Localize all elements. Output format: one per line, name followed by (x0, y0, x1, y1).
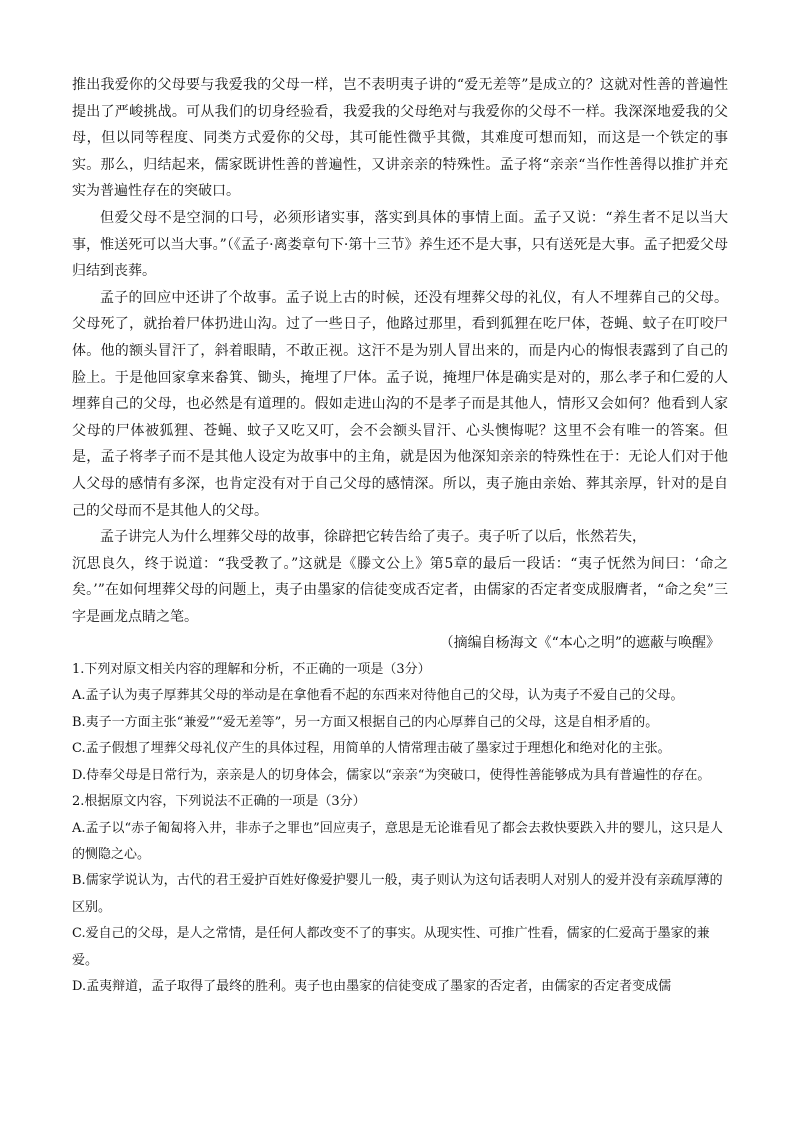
option-a: A.孟子认为夷子厚葬其父母的举动是在拿他看不起的东西来对待他自己的父母，认为夷子不爱自己的父母。 (72, 688, 684, 704)
question-stem: 2.根据原文内容，下列说法不正确的一项是（3分） (72, 794, 366, 810)
option-a: A.孟子以“赤子匍匐将入井，非赤子之罪也”回应夷子，意思是无论谁看见了都会去救快要跌入井的婴儿，这只是人的恻隐之心。 (72, 820, 723, 862)
article-body (72, 72, 728, 657)
question-stem: 1.下列对原文相关内容的理解和分析，不正确的一项是（3分） (72, 662, 431, 678)
option-d: D.孟夷辩道，孟子取得了最终的胜利。夷子也由墨家的信徒变成了墨家的否定者，由儒家的否定者变成儒 (72, 978, 672, 994)
option-c: C.孟子假想了埋葬父母礼仪产生的具体过程，用简单的人情常理击破了墨家过于理想化和绝对化的主张。 (72, 741, 671, 757)
article-paragraph-2: 但爱父母不是空洞的口号，必须形诸实事，落实到具体的事情上面。孟子又说：“养生者不足以当大事，惟送死可以当大事。”（《孟子·离娄章句下·第十三节》养生还不是大事，只有送死是大事。孟子把爱父母归结到丧葬。 (72, 209, 728, 280)
article-paragraph-3: 孟子的回应中还讲了个故事。孟子说上古的时候，还没有埋葬父母的礼仪，有人不埋葬自己的父母。父母死了，就抬着尸体扔进山沟。过了一些日子，他路过那里，看到狐狸在吃尸体，苍蝇、蚊子在叮咬尸体。他的额头冒汗了，斜着眼睛，不敢正视。这汗不是为别人冒出来的，而是内心的悔恨表露到了自己的脸上。于是他回家拿来畚箕、锄头，掩埋了尸体。孟子说，掩埋尸体是确实是对的，那么孝子和仁爱的人埋葬自己的父母，也必然是有道理的。假如走进山沟的不是孝子而是其他人，情形又会如何？他看到人家父母的尸体被狐狸、苍蝇、蚊子又吃又叮，会不会额头冒汗、心头懊悔呢？这里不会有唯一的答案。但是，孟子将孝子而不是其他人设定为故事中的主角，就是因为他深知亲亲的特殊性在于：无论人们对于他人父母的感情有多深，也肯定没有对于自己父母的感情深。所以，夷子施由亲始、葬其亲厚，针对的是自己的父母而不是其他人的父母。 (72, 289, 728, 519)
option-b: B.儒家学说认为，古代的君王爱护百姓好像爱护婴儿一般，夷子则认为这句话表明人对别人的爱并没有亲疏厚薄的区别。 (72, 873, 723, 915)
article-paragraph-1: 推出我爱你的父母要与我爱我的父母一样，岂不表明夷子讲的“爱无差等”是成立的？这就对性善的普遍性提出了严峻挑战。可从我们的切身经验看，我爱我的父母绝对与我爱你的父母不一样。我深深地爱我的父母，但以同等程度、同类方式爱你的父母，其可能性微乎其微，其难度可想而知，而这是一个铁定的事实。那么，归结起来，儒家既讲性善的普遍性，又讲亲亲的特殊性。孟子将“亲亲“当作性善得以推扩并充实为普遍性存在的突破口。 (72, 77, 728, 200)
article-source: （摘编自杨海文《“本心之明”的遮蔽与唤醒》 (439, 635, 720, 652)
option-c: C.爱自己的父母，是人之常情，是任何人都改变不了的事实。从现实性、可推广性看，儒家的仁爱高于墨家的兼爱。 (72, 926, 710, 968)
option-d: D.侍奉父母是日常行为，亲亲是人的切身体会，儒家以“亲亲“为突破口，使得性善能够成为具有普遍性的存在。 (72, 767, 711, 783)
article-paragraph-5: 沉思良久，终于说道：“我受教了。”这就是《滕文公上》第5章的最后一段话：“夷子怃然为间曰：‘命之矣。’”在如何埋葬父母的问题上，夷子由墨家的信徒变成否定者，由儒家的否定者变成服膺者，“命之矣”三字是画龙点睛之笔。 (72, 555, 728, 625)
article-paragraph-4: 孟子讲完人为什么埋葬父母的故事，徐辟把它转告给了夷子。夷子听了以后，怅然若失， (100, 529, 646, 546)
option-b: B.夷子一方面主张“兼爱”“爱无差等”，另一方面又根据自己的内心厚葬自己的父母，这是自相矛盾的。 (72, 714, 659, 730)
question-1 (72, 657, 728, 789)
question-2 (72, 789, 728, 1000)
page-content (72, 72, 728, 1000)
